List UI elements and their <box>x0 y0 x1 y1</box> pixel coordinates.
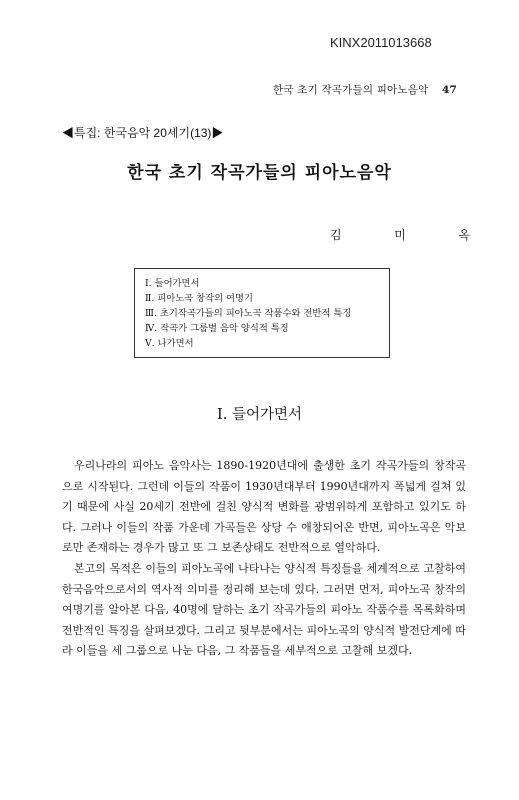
running-head <box>273 82 457 97</box>
document-id: KINX2011013668 <box>330 35 432 50</box>
toc-item: Ⅱ. 피아노곡 창작의 여명기 <box>145 293 253 304</box>
toc-item: Ⅳ. 작곡가 그룹별 음악 양식적 특징 <box>145 323 289 334</box>
running-head-title: 한국 초기 작곡가들의 피아노음악 <box>273 84 429 96</box>
toc-item: Ⅲ. 초기작곡가들의 피아노곡 작품수와 전반적 특징 <box>145 308 352 319</box>
table-of-contents <box>134 268 390 358</box>
section-heading: Ⅰ. 들어가면서 <box>217 407 302 423</box>
author-char: 김 <box>330 228 342 242</box>
page-number: 47 <box>441 84 457 96</box>
author-name <box>330 226 470 243</box>
toc-item: Ⅴ. 나가면서 <box>145 338 194 349</box>
paragraph: 본고의 목적은 이들의 피아노곡에 나타나는 양식적 특징들을 체계적으로 고찰하여 한국음악으로서의 역사적 의미를 정리해 보는데 있다. 그러면 먼저, 피아노곡 창작의 여명기를 알아본 다음, 40명에 달하는 초기 작곡가들의 피아노 작품수를 목록화하며 전반적인 특징을 살펴보겠다. 그리고 뒷부분에서는 피아노곡의 양식적 발전단계에 따라 이들을 세 그룹으로 나눈 다음, 그 작품들을 세부적으로 고찰해 보겠다. <box>62 561 466 658</box>
series-tag: ◀특집: 한국음악 20세기(13)▶ <box>62 126 224 140</box>
toc-item: Ⅰ. 들어가면서 <box>145 278 200 289</box>
author-char: 미 <box>394 228 406 242</box>
paragraph: 우리나라의 피아노 음악사는 1890-1920년대에 출생한 초기 작곡가들의 창작곡으로 시작된다. 그런데 이들의 작품이 1930년대부터 1990년대까지 폭넓게 걸쳐 있기 때문에 사실 20세기 전반에 걸친 양식적 변화를 광범위하게 포함하고 있기도 하다. 그러나 이들의 작품 가운데 가곡들은 상당 수 애창되어온 반면, 피아노곡은 악보로만 존재하는 경우가 많고 또 그 보존상태도 전반적으로 열악하다. <box>62 459 466 555</box>
author-char: 옥 <box>458 228 470 242</box>
body-text <box>62 456 466 662</box>
article-title: 한국 초기 작곡가들의 피아노음악 <box>127 163 392 183</box>
